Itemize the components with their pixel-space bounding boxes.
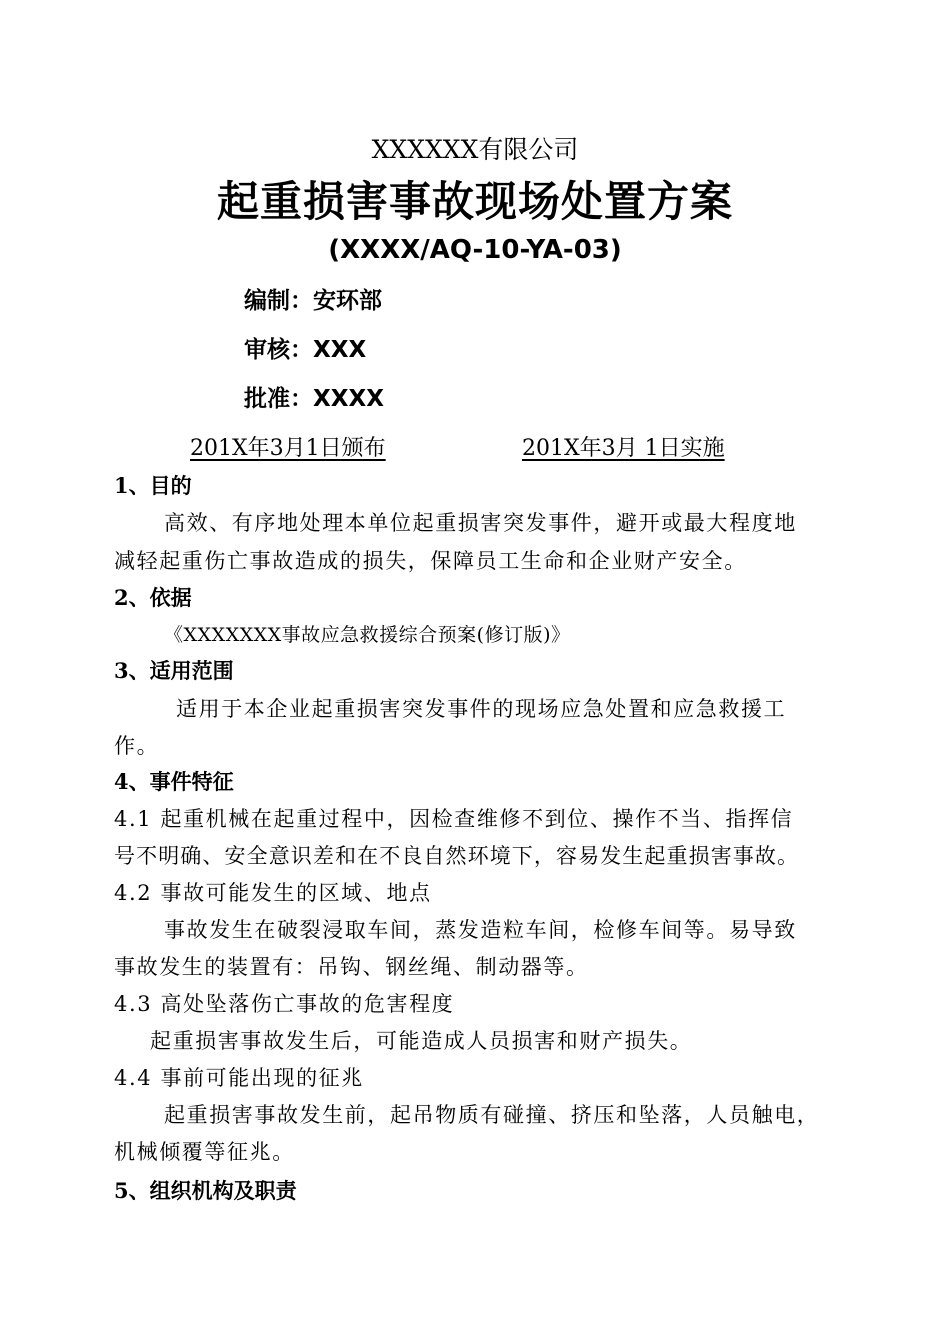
approved-by-row [244, 382, 384, 416]
reviewed-by-label: 审核： [244, 336, 313, 363]
section-4-2-line-2: 事故发生的装置有：吊钩、钢丝绳、制动器等。 [114, 955, 589, 979]
section-3-text-line-1: 适用于本企业起重损害突发事件的现场应急处置和应急救援工 [176, 697, 787, 721]
section-4-1-line-2: 号不明确、安全意识差和在不良自然环境下，容易发生起重损害事故。 [114, 844, 800, 868]
company-name: XXXXXX有限公司 [371, 135, 579, 164]
section-5-heading: 5、组织机构及职责 [114, 1178, 297, 1203]
section-4-2-line-1: 事故发生在破裂浸取车间，蒸发造粒车间，检修车间等。易导致 [164, 918, 797, 942]
reviewed-by-row [244, 333, 366, 367]
section-2-heading: 2、依据 [114, 585, 192, 610]
section-4-4-title: 4.4 事前可能出现的征兆 [114, 1066, 364, 1090]
section-3-heading: 3、适用范围 [114, 658, 234, 683]
section-4-4-line-1: 起重损害事故发生前，起吊物质有碰撞、挤压和坠落，人员触电， [164, 1103, 820, 1127]
section-4-3-title: 4.3 高处坠落伤亡事故的危害程度 [114, 992, 455, 1016]
section-1-heading: 1、目的 [114, 473, 192, 498]
compiled-by-row [244, 284, 382, 318]
section-4-2-title: 4.2 事故可能发生的区域、地点 [114, 881, 432, 905]
section-4-3-line-1: 起重损害事故发生后，可能造成人员损害和财产损失。 [150, 1029, 693, 1053]
document-code: (XXXX/AQ-10-YA-03) [328, 235, 622, 265]
section-3-text-line-2: 作。 [114, 734, 160, 758]
section-1-text-line-1: 高效、有序地处理本单位起重损害突发事件，避开或最大程度地 [164, 511, 797, 535]
section-2-reference: 《XXXXXXX事故应急救援综合预案(修订版)》 [164, 624, 571, 646]
section-1-text-line-2: 减轻起重伤亡事故造成的损失，保障员工生命和企业财产安全。 [114, 549, 747, 573]
document-title: 起重损害事故现场处置方案 [216, 177, 733, 226]
compiled-by-value: 安环部 [313, 287, 382, 314]
issue-date: 201X年3月1日颁布 [190, 436, 386, 461]
compiled-by-label: 编制： [244, 287, 313, 314]
approved-by-label: 批准： [244, 385, 313, 412]
section-4-heading: 4、事件特征 [114, 769, 234, 794]
section-4-4-line-2: 机械倾覆等征兆。 [114, 1140, 295, 1164]
reviewed-by-value: XXX [313, 337, 367, 363]
section-4-1-line-1: 4.1 起重机械在起重过程中，因检查维修不到位、操作不当、指挥信 [114, 807, 794, 831]
approved-by-value: XXXX [313, 386, 384, 412]
effective-date: 201X年3月 1日实施 [522, 436, 725, 461]
